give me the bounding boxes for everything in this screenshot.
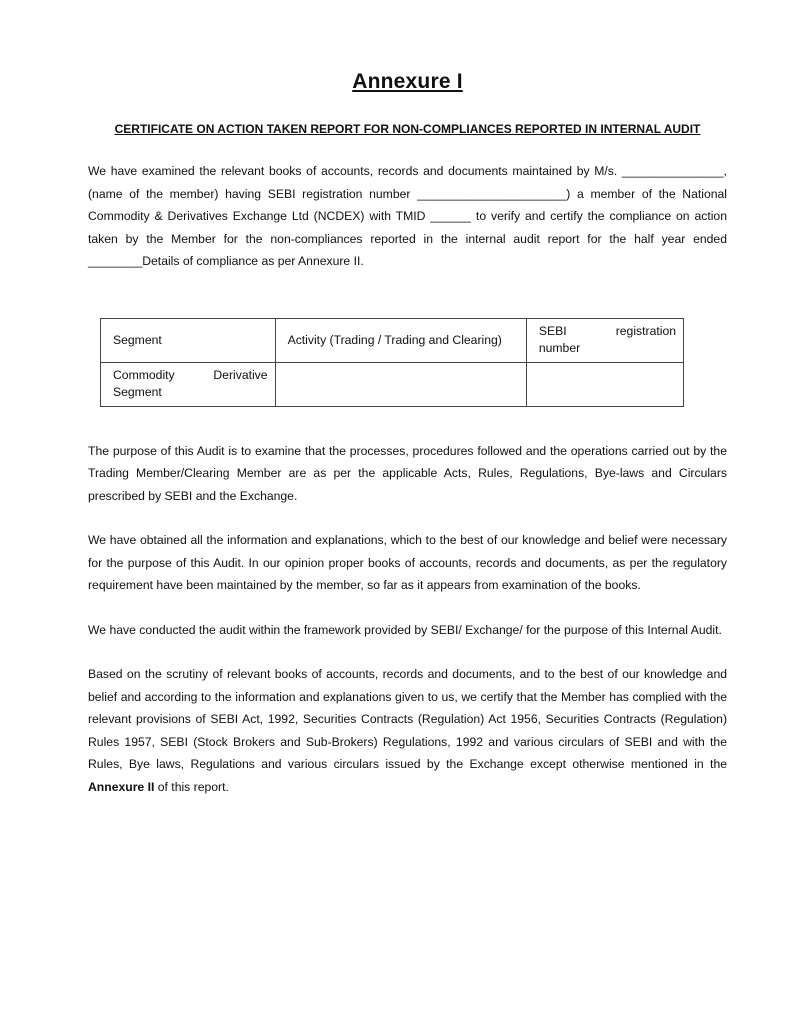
certificate-heading: CERTIFICATE ON ACTION TAKEN REPORT FOR NON-COMPLIANCES REPORTED IN INTERNAL AUDIT — [114, 122, 701, 136]
cell-segment-line2: Segment — [113, 385, 162, 399]
purpose-paragraph: The purpose of this Audit is to examine that the processes, procedures followed and the operations carried out by the Trading Member/Clearing Member are as per the applicable Acts, Rules, Regulations, Bye-laws and Circulars prescribed by SEBI and the Exchange. — [88, 443, 727, 503]
table-header-row — [101, 318, 684, 362]
header-sebi-line2: number — [538, 341, 581, 355]
header-activity: Activity (Trading / Trading and Clearing) — [275, 318, 526, 362]
header-sebi-line1: SEBI registration — [538, 324, 676, 338]
intro-paragraph: We have examined the relevant books of accounts, records and documents maintained by M/s. _______________, (name of the member) having SEBI registration number ______________________) a member of the National Commodity & Derivatives Exchange Ltd (NCDEX) with TMID ______ to verify and certify the compliance on action taken by the Member for the non-compliances reported in the internal audit report for the half year ended ________Details of compliance as per Annexure II. — [88, 164, 727, 268]
table-row — [101, 362, 684, 406]
segment-table — [100, 318, 684, 407]
certification-paragraph — [88, 663, 727, 798]
cell-sebi-registration — [526, 362, 683, 406]
cell-segment-line1: Commodity Derivative — [113, 368, 268, 382]
header-segment: Segment — [101, 318, 276, 362]
information-paragraph: We have obtained all the information and explanations, which to the best of our knowledge and belief were necessary for the purpose of this Audit. In our opinion proper books of accounts, records and documents, as per the regulatory requirement have been maintained by the member, so far as it appears from examination of the books. — [88, 533, 727, 592]
certification-text: Based on the scrutiny of relevant books of accounts, records and documents, and to the best of our knowledge and belief and according to the information and explanations given to us, we certify that the Member has complied with the relevant provisions of SEBI Act, 1992, Securities Contracts (Regulation) Act 1956, Securities Contracts (Regulation) Rules 1957, SEBI (Stock Brokers and Sub-Brokers) Regulations, 1992 and various circulars of SEBI and with the Rules, Bye laws, Regulations and various circulars issued by the Exchange except otherwise mentioned in the — [88, 667, 727, 771]
cell-segment — [101, 362, 276, 406]
header-sebi-registration — [526, 318, 683, 362]
certification-end: of this report. — [154, 779, 229, 794]
annexure-reference: Annexure II — [88, 779, 155, 794]
cell-activity — [275, 362, 526, 406]
page-title: Annexure I — [352, 70, 463, 93]
framework-paragraph: We have conducted the audit within the framework provided by SEBI/ Exchange/ for the purpose of this Internal Audit. — [88, 622, 722, 637]
document-page — [88, 70, 727, 798]
